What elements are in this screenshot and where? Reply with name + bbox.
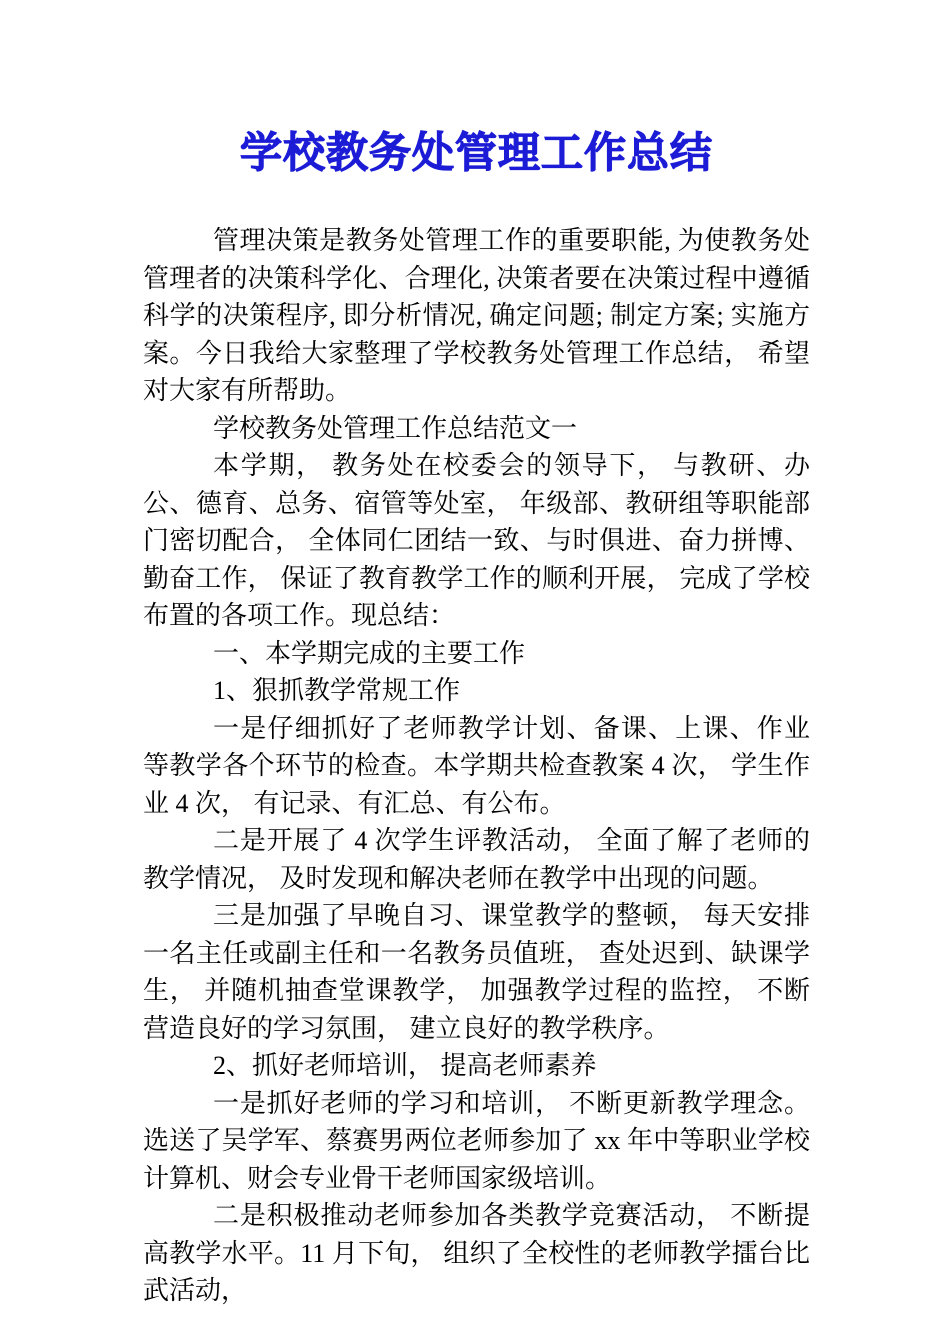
paragraph: 管理决策是教务处管理工作的重要职能, 为使教务处管理者的决策科学化、合理化, 决策者要在决策过程中遵循科学的决策程序, 即分析情况, 确定问题; 制定方案; 实施方案。今日我给大家整理了学校教务处管理工作总结， 希望对大家有所帮助。 [143, 226, 810, 405]
paragraph: 一是仔细抓好了老师教学计划、备课、上课、作业等教学各个环节的检查。本学期共检查教案 4 次， 学生作业 4 次， 有记录、有汇总、有公布。 [143, 713, 810, 818]
document-title: 学校教务处管理工作总结 [239, 128, 713, 177]
paragraph: 一、本学期完成的主要工作 [213, 638, 526, 668]
paragraph: 二是积极推动老师参加各类教学竞赛活动， 不断提高教学水平。11 月下旬， 组织了全校性的老师教学擂台比武活动， [143, 1201, 810, 1305]
paragraph: 三是加强了早晚自习、课堂教学的整顿， 每天安排一名主任或副主任和一名教务员值班， 查处迟到、缺课学生， 并随机抽查堂课教学， 加强教学过程的监控， 不断营造良好的学习氛围， 建立良好的教学秩序。 [143, 901, 810, 1043]
paragraph: 1、狠抓教学常规工作 [213, 676, 461, 705]
paragraph: 一是抓好老师的学习和培训， 不断更新教学理念。选送了吴学军、蔡赛男两位老师参加了 xx 年中等职业学校计算机、财会专业骨干老师国家级培训。 [143, 1088, 810, 1193]
paragraph: 学校教务处管理工作总结范文一 [213, 413, 578, 443]
paragraph: 本学期， 教务处在校委会的领导下， 与教研、办公、德育、总务、宿管等处室， 年级部、教研组等职能部门密切配合， 全体同仁团结一致、与时俱进、奋力拼博、勤奋工作， 保证了教育教学工作的顺利开展， 完成了学校布置的各项工作。现总结： [143, 451, 810, 630]
paragraph: 2、抓好老师培训， 提高老师素养 [213, 1051, 597, 1080]
document-body [143, 222, 810, 1310]
paragraph: 二是开展了 4 次学生评教活动， 全面了解了老师的教学情况， 及时发现和解决老师在教学中出现的问题。 [143, 826, 810, 893]
